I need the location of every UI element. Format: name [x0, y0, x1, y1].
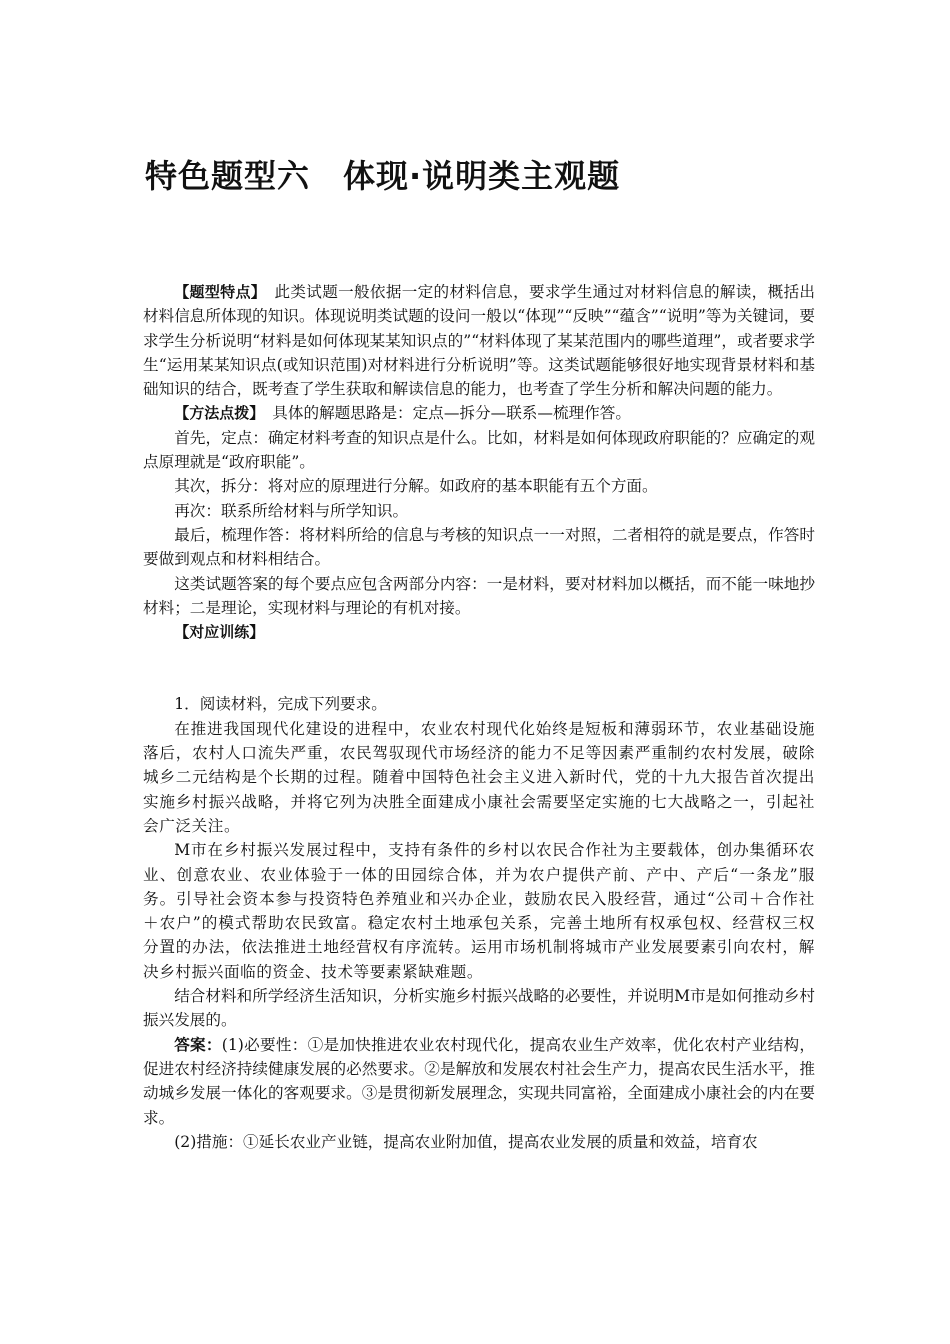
- material-paragraph-2: M市在乡村振兴发展过程中，支持有条件的乡村以农民合作社为主要载体，创办集循环农业、创意农业、农业体验于一体的田园综合体，并为农户提供产前、产中、产后“一条龙”服务。引导社会资本参与投资特色养殖业和兴办企业，鼓励农民入股经营，通过“公司＋合作社＋农户”的模式帮助农民致富。稳定农村土地承包关系，完善土地所有权承包权、经营权三权分置的办法，依法推进土地经营权有序流转。运用市场机制将城市产业发展要素引向农村，解决乡村振兴面临的资金、技术等要素紧缺难题。: [143, 841, 815, 981]
- step-split: 其次，拆分：将对应的原理进行分解。如政府的基本职能有五个方面。: [174, 477, 658, 496]
- features-label: 【题型特点】: [174, 283, 259, 301]
- section-gap: [143, 644, 815, 692]
- step-define: 首先，定点：确定材料考查的知识点是什么。比如，材料是如何体现政府职能的？应确定的观点原理就是“政府职能”。: [143, 428, 815, 472]
- document-body: [143, 280, 815, 1154]
- practice-heading: [143, 620, 815, 644]
- question-stem: 1．阅读材料，完成下列要求。: [174, 695, 387, 714]
- features-paragraph: [143, 280, 815, 401]
- answer-part-1: [143, 1033, 815, 1130]
- summary-paragraph: 这类试题答案的每个要点应包含两部分内容：一是材料，要对材料加以概括，而不能一味地抄材料；二是理论，实现材料与理论的有机对接。: [143, 574, 815, 617]
- features-text: 此类试题一般依据一定的材料信息，要求学生通过对材料信息的解读，概括出材料信息所体现的知识。体现说明类试题的设问一般以“体现”“反映”“蕴含”“说明”等为关键词，要求学生分析说明“材料是如何体现某某知识点的”“材料体现了某某范围内的哪些道理”，或者要求学生“运用某某知识点(或知识范围)对材料进行分析说明”等。这类试题能够很好地实现背景材料和基础知识的结合，既考查了学生获取和解读信息的能力，也考查了学生分析和解决问题的能力。: [143, 283, 815, 399]
- method-paragraph: [143, 401, 815, 425]
- material-paragraph-1: 在推进我国现代化建设的进程中，农业农村现代化始终是短板和薄弱环节，农业基础设施落后，农村人口流失严重，农民驾驭现代市场经济的能力不足等因素严重制约农村发展，破除城乡二元结构是个长期的过程。随着中国特色社会主义进入新时代，党的十九大报告首次提出实施乡村振兴战略，并将它列为决胜全面建成小康社会需要坚定实施的七大战略之一，引起社会广泛关注。: [143, 719, 815, 835]
- method-label: 【方法点拨】: [174, 404, 257, 423]
- step-connect: 再次：联系所给材料与所学知识。: [174, 501, 409, 520]
- answer-necessity: (1)必要性：①是加快推进农业农村现代化，提高农业生产效率，优化农村产业结构，促进农村经济持续健康发展的必然要求。②是解放和发展农村社会生产力，提高农民生活水平，推动城乡发展一体化的客观要求。③是贯彻新发展理念，实现共同富裕，全面建成小康社会的内在要求。: [143, 1035, 815, 1127]
- answer-part-2: (2)措施：①延长农业产业链，提高农业附加值，提高农业发展的质量和效益，培育农: [174, 1132, 758, 1151]
- answer-label: 答案：: [174, 1035, 222, 1054]
- page-title: 特色题型六 体现·说明类主观题: [145, 157, 621, 195]
- question-task: 结合材料和所学经济生活知识，分析实施乡村振兴战略的必要性，并说明M市是如何推动乡村振兴发展的。: [143, 987, 815, 1030]
- practice-label: 【对应训练】: [174, 623, 265, 642]
- method-text: 具体的解题思路是：定点—拆分—联系—梳理作答。: [256, 404, 631, 423]
- step-organize: 最后，梳理作答：将材料所给的信息与考核的知识点一一对照，二者相符的就是要点，作答时要做到观点和材料相结合。: [143, 525, 815, 569]
